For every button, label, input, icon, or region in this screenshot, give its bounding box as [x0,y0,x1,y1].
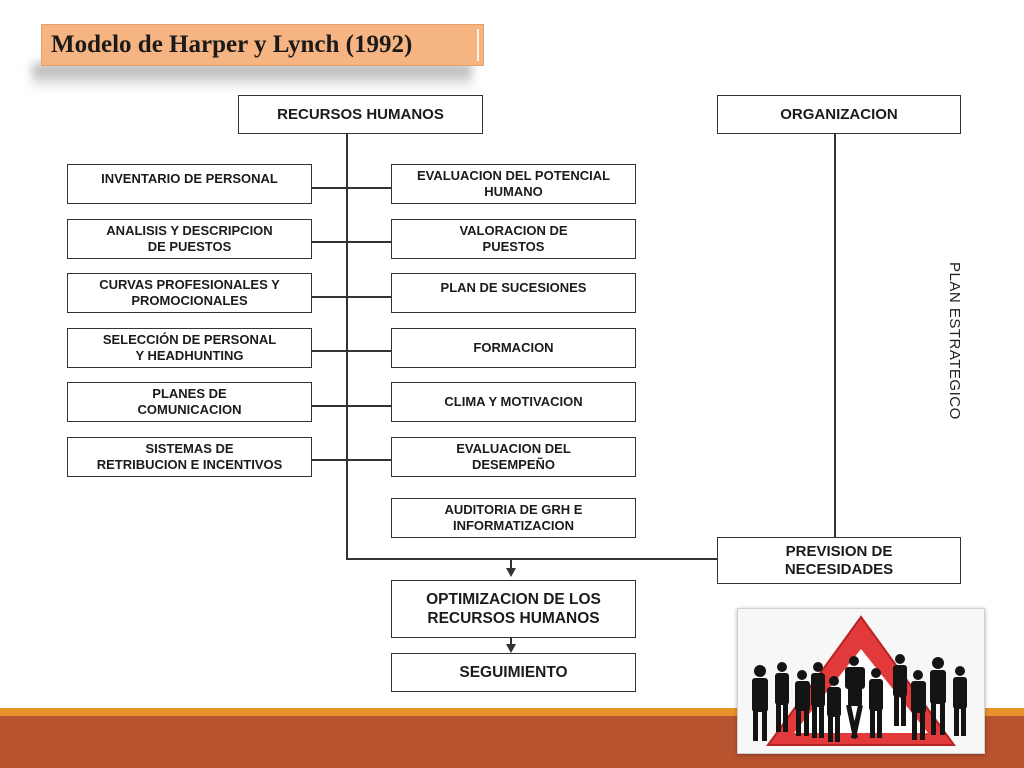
right-box-label: FORMACION [473,340,554,355]
connector-row-2 [311,241,392,243]
optimizacion-box [391,580,636,638]
connector-row-1 [311,187,392,189]
right-box-valoracion [391,219,636,259]
organizacion-label: ORGANIZACION [780,105,898,123]
arrow-to-optimizacion [506,568,516,577]
right-box-label: VALORACION DE PUESTOS [459,223,568,254]
warning-crowd-image [737,608,985,754]
right-box-label: CLIMA Y MOTIVACION [444,394,583,409]
left-box-label: INVENTARIO DE PERSONAL [101,171,278,186]
recursos-humanos-label: RECURSOS HUMANOS [277,105,444,123]
connector-org-vertical [834,133,836,537]
plan-estrategico-label: PLAN ESTRATEGICO [946,262,963,420]
right-box-desempeno [391,437,636,477]
connector-row-6 [311,459,392,461]
right-box-evaluacion-potencial [391,164,636,204]
right-box-label: PLAN DE SUCESIONES [440,280,587,295]
slide-title: Modelo de Harper y Lynch (1992) [41,24,484,66]
left-box-inventario [67,164,312,204]
left-box-label: CURVAS PROFESIONALES Y PROMOCIONALES [99,277,280,308]
recursos-humanos-box [238,95,483,134]
seguimiento-box [391,653,636,692]
seguimiento-label: SEGUIMIENTO [459,664,568,681]
left-box-label: SISTEMAS DE RETRIBUCION E INCENTIVOS [96,441,283,472]
left-box-curvas [67,273,312,313]
connector-bottom-horizontal [346,558,717,560]
left-box-label: ANALISIS Y DESCRIPCION DE PUESTOS [106,223,273,254]
left-box-label: PLANES DE COMUNICACION [137,386,242,417]
connector-row-5 [311,405,392,407]
left-box-sistemas [67,437,312,477]
prevision-box [717,537,961,584]
connector-rh-vertical [346,133,348,559]
left-box-seleccion [67,328,312,368]
right-box-clima [391,382,636,422]
arrow-to-seguimiento [506,644,516,653]
title-shadow [32,64,472,90]
organizacion-box [717,95,961,134]
right-box-label: EVALUACION DEL DESEMPEÑO [456,441,571,472]
warning-triangle-crowd-icon [738,609,984,753]
optimizacion-label: OPTIMIZACION DE LOS RECURSOS HUMANOS [426,591,601,627]
right-box-sucesiones [391,273,636,313]
left-box-analisis [67,219,312,259]
connector-row-3 [311,296,392,298]
right-box-label: EVALUACION DEL POTENCIAL HUMANO [416,168,611,199]
title-banner [20,24,488,104]
right-box-auditoria [391,498,636,538]
left-box-label: SELECCIÓN DE PERSONAL Y HEADHUNTING [102,332,277,363]
right-box-formacion [391,328,636,368]
prevision-label: PREVISION DE NECESIDADES [784,542,894,578]
connector-row-4 [311,350,392,352]
right-box-label: AUDITORIA DE GRH E INFORMATIZACION [444,502,583,533]
left-box-planes [67,382,312,422]
